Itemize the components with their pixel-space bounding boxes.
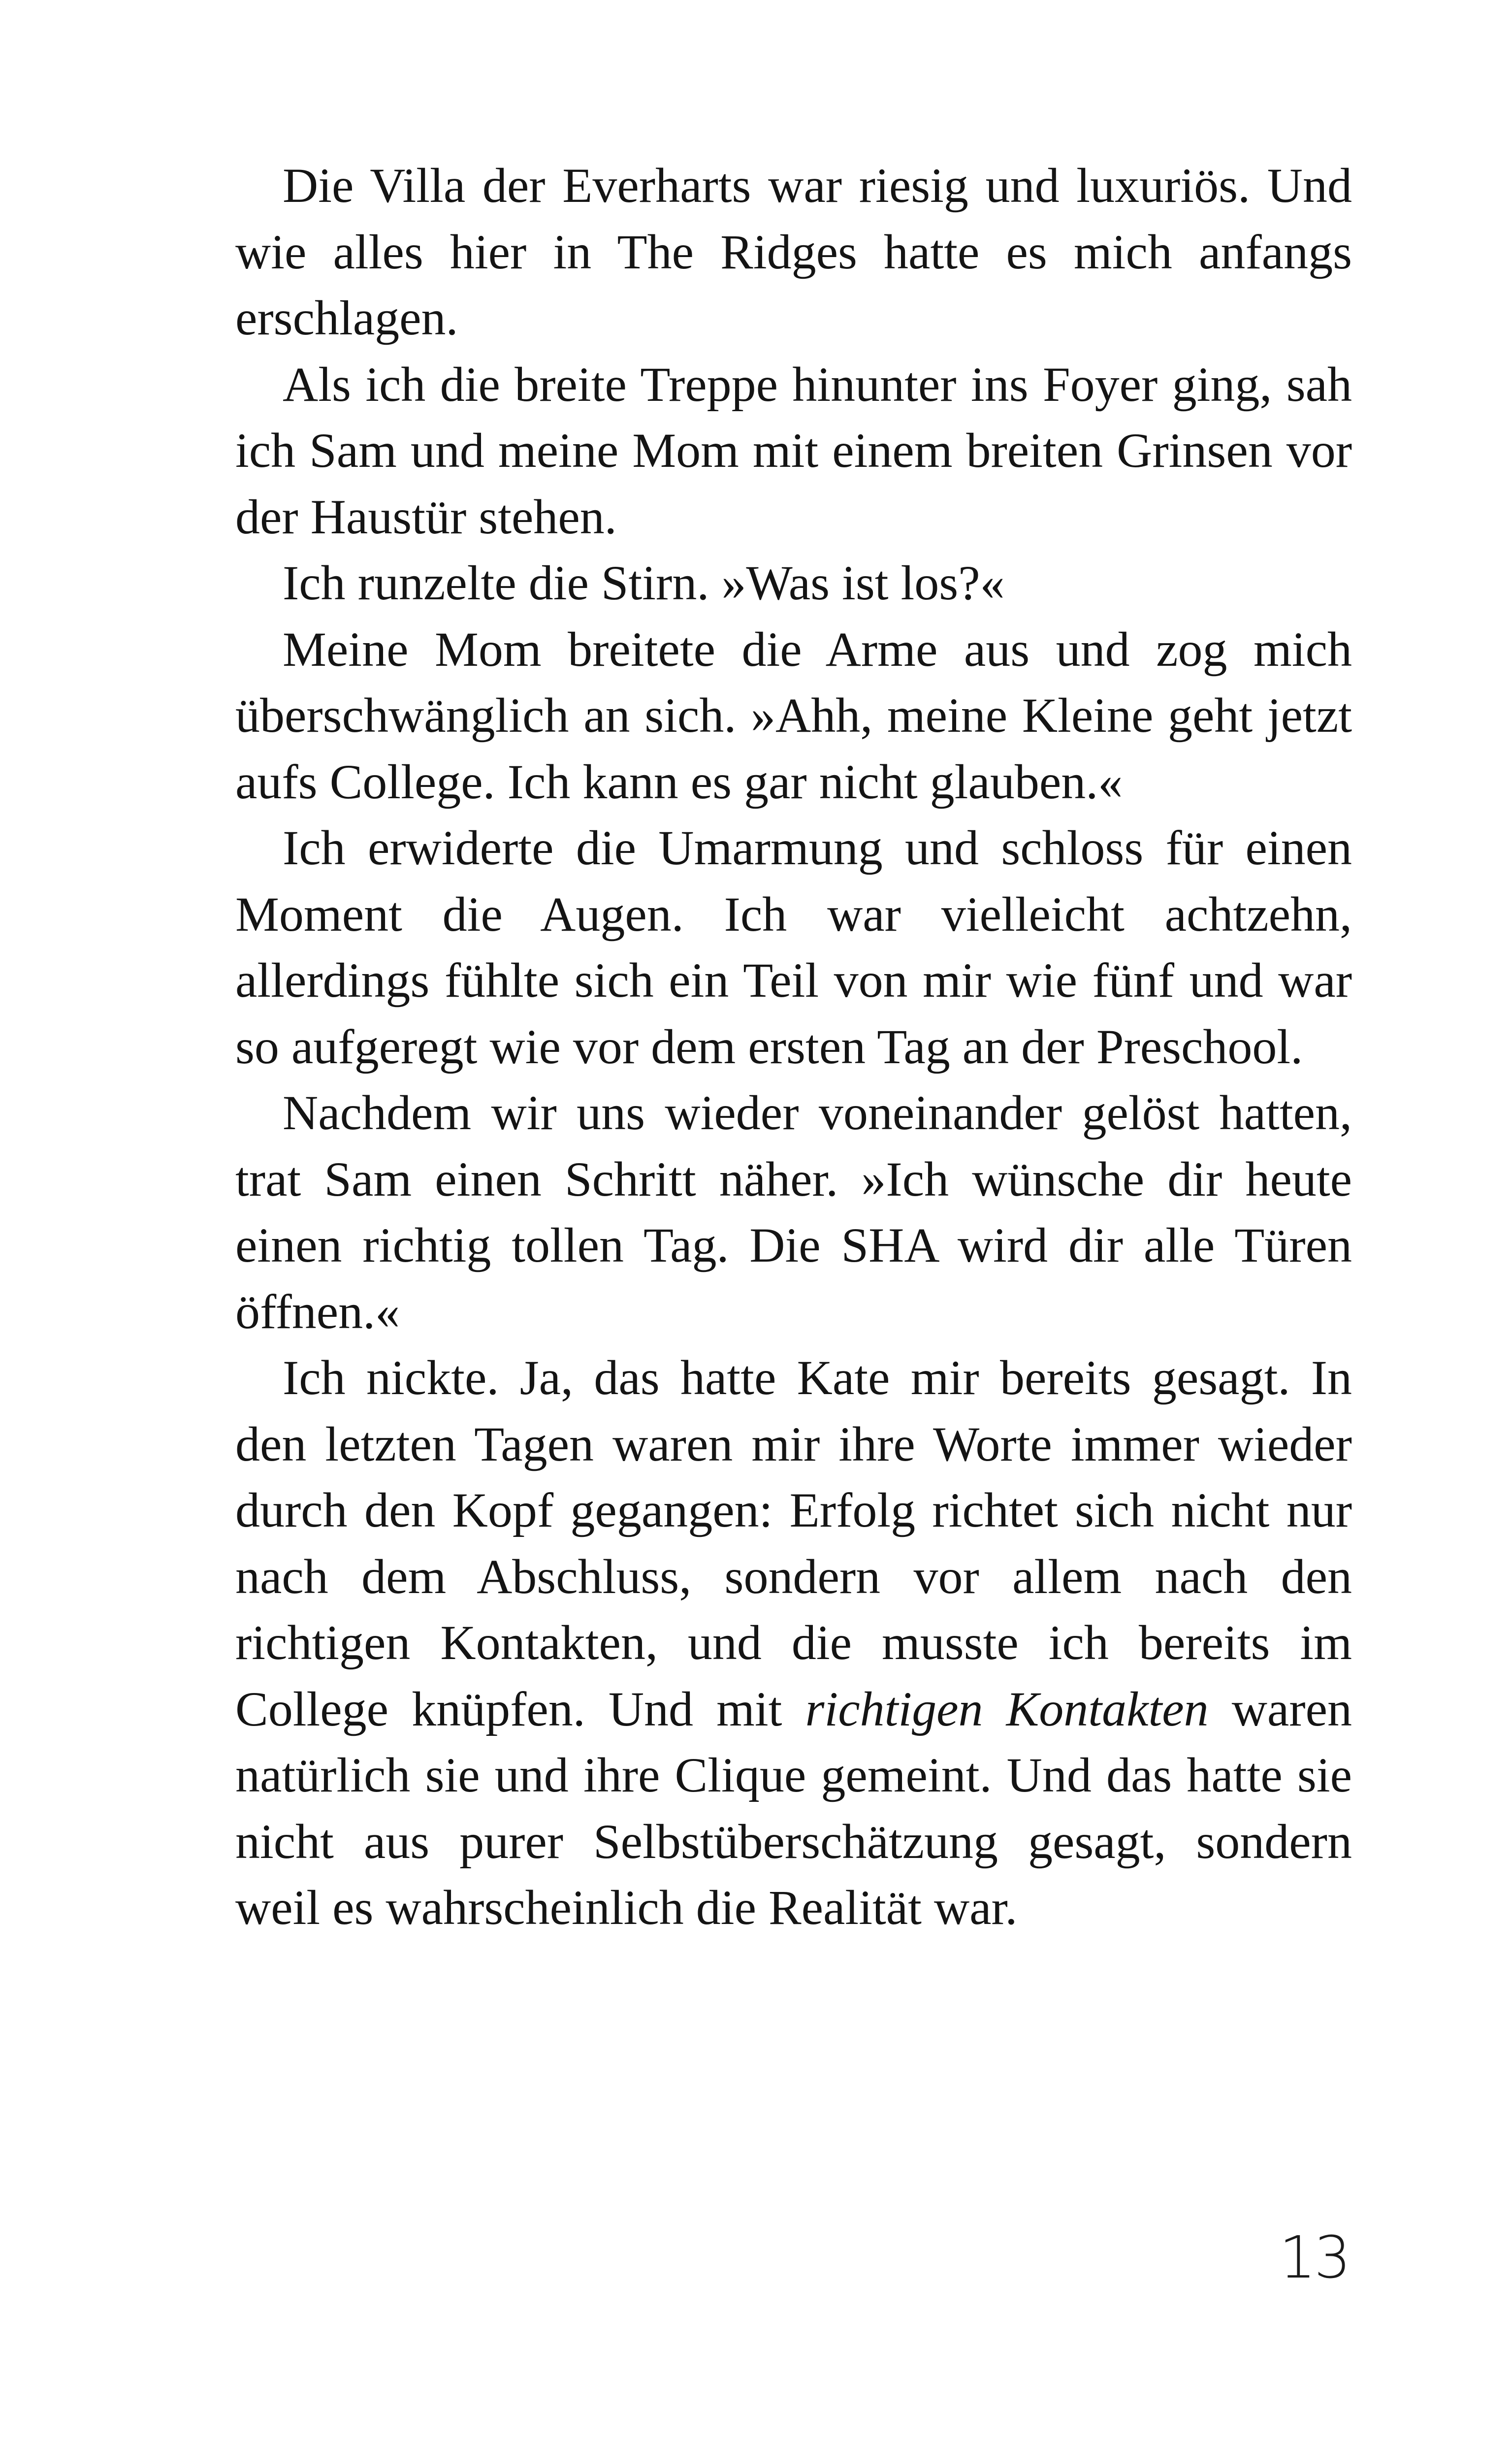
paragraph-2: Als ich die breite Treppe hinunter ins Foyer ging, sah ich Sam und meine Mom mit einem breiten Grinsen vor der Haustür stehen. [235, 357, 1352, 544]
page-number: 13 [1279, 2223, 1349, 2291]
italic-phrase: richtigen Kontakten [805, 1681, 1209, 1736]
paragraph-3: Ich runzelte die Stirn. »Was ist los?« [283, 555, 1005, 610]
body-text [235, 153, 1352, 1941]
paragraph-6: Nachdem wir uns wieder voneinander gelöst hatten, trat Sam einen Schritt näher. »Ich wünsche dir heute einen richtig tollen Tag. Die SHA wird dir alle Türen öffnen.« [235, 1085, 1352, 1339]
paragraph-5: Ich erwiderte die Umarmung und schloss für einen Moment die Augen. Ich war vielleicht achtzehn, allerdings fühlte sich ein Teil von mir wie fünf und war so aufgeregt wie vor dem ersten Tag an der Preschool. [235, 820, 1352, 1074]
paragraph-7 [235, 1345, 1352, 1941]
paragraph-1: Die Villa der Everharts war riesig und luxuriös. Und wie alles hier in The Ridges hatte es mich anfangs erschlagen. [235, 158, 1352, 345]
paragraph-7-end: waren natürlich sie und ihre Clique gemeint. Und das hatte sie nicht aus purer Selbstüberschätzung gesagt, sondern weil es wahrscheinlich die Realität war. [235, 1681, 1352, 1935]
paragraph-7-start: Ich nickte. Ja, das hatte Kate mir bereits gesagt. In den letzten Tagen waren mir ihre Worte immer wieder durch den Kopf gegangen: Erfolg richtet sich nicht nur nach dem Abschluss, sondern vor allem nach den richtigen Kontakten, und die musste ich bereits im College knüpfen. Und mit [235, 1350, 1352, 1736]
paragraph-4: Meine Mom breitete die Arme aus und zog mich überschwänglich an sich. »Ahh, meine Kleine geht jetzt aufs College. Ich kann es gar nicht glauben.« [235, 621, 1352, 809]
